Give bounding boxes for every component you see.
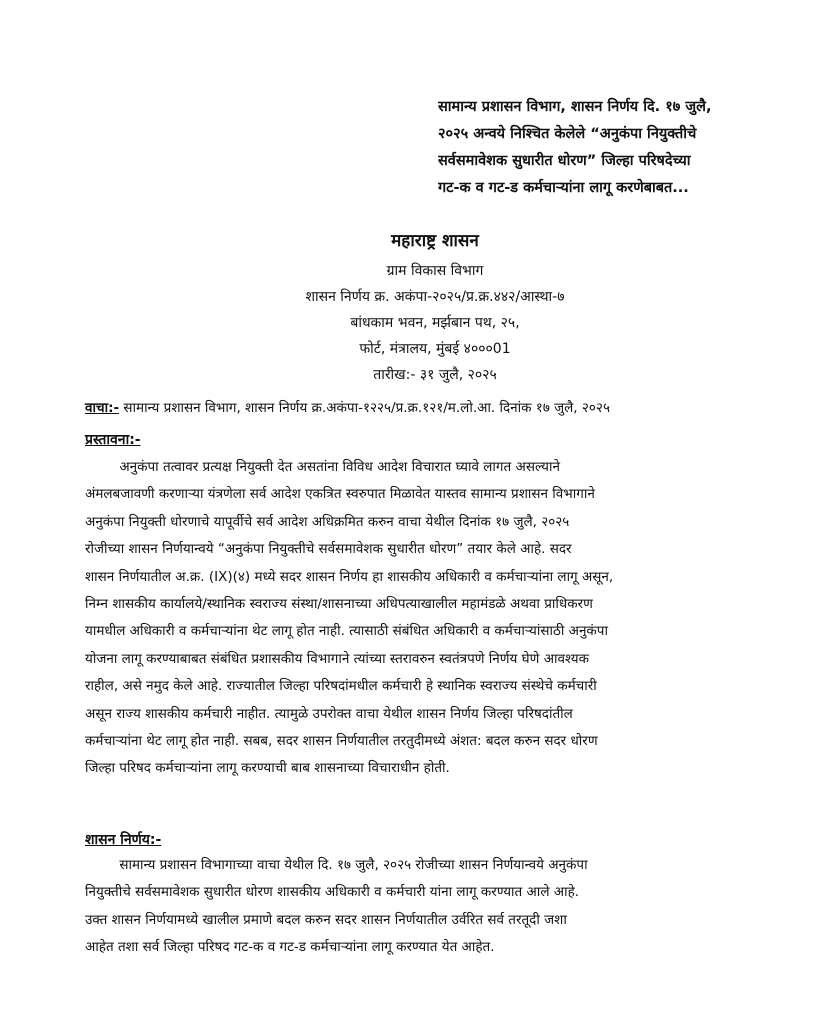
subject-block [438,94,798,202]
paragraph-line: जिल्हा परिषद कर्मचाऱ्यांना लागू करण्याची बाब शासनाच्या विचाराधीन होती. [85,760,450,777]
reference-line [85,396,805,420]
reference-label: वाचा:- [85,400,120,416]
paragraph-line: योजना लागू करण्याबाबत संबंधित प्रशासकीय विभागाने त्यांच्या स्तरावरुन स्वतंत्रपणे निर्णय घेणे आवश्यक [85,650,589,667]
paragraph-line: सामान्य प्रशासन विभागाच्या वाचा येथील दि. १७ जुलै, २०२५ रोजीच्या शासन निर्णयान्वये अनुकंपा [85,857,588,873]
decision-paragraph [85,852,785,962]
subject-line: २०२५ अन्वये निश्चित केलेले “अनुकंपा नियुक्तीचे [438,126,697,142]
paragraph-line: अनुकंपा तत्वावर प्रत्यक्ष नियुक्ती देत असतांना विविध आदेश विचारात घ्यावे लागत असल्याने [85,459,560,475]
paragraph-line: रोजीच्या शासन निर्णयान्वये “अनुकंपा नियुक्तीचे सर्वसमावेशक सुधारीत धोरण” तयार केले आहे. सदर [85,541,572,558]
decision-heading: शासन निर्णय:- [85,832,162,848]
preamble-heading: प्रस्तावना:- [85,432,141,448]
paragraph-line: आहेत तशा सर्व जिल्हा परिषद गट-क व गट-ड कर्मचाऱ्यांना लागू करण्यात येत आहेत. [85,939,495,956]
document-date: तारीख:- ३१ जुलै, २०२५ [373,367,497,383]
paragraph-line: अंमलबजावणी करणाऱ्या यंत्रणेला सर्व आदेश एकत्रित स्वरुपात मिळावेत यास्तव सामान्य प्रशासन विभागाने [85,486,595,503]
paragraph-line: शासन निर्णयातील अ.क्र. (IX)(४) मध्ये सदर शासन निर्णय हा शासकीय अधिकारी व कर्मचाऱ्यांना लागू असून, [85,568,614,585]
paragraph-line: उक्त शासन निर्णयामध्ये खालील प्रमाणे बदल करुन सदर शासन निर्णयातील उर्वरित सर्व तरतूदी जशा [85,911,567,928]
paragraph-line: असून राज्य शासकीय कर्मचारी नाहीत. त्यामुळे उपरोक्त वाचा येथील शासन निर्णय जिल्हा परिषदांतील [85,705,573,722]
paragraph-line: अनुकंपा नियुक्ती धोरणाचे यापूर्वीचे सर्व आदेश अधिक्रमित करुन वाचा येथील दिनांक १७ जुलै, २०२५ [85,513,570,530]
paragraph-line: राहील, असे नमुद केले आहे. राज्यातील जिल्हा परिषदांमधील कर्मचारी हे स्थानिक स्वराज्य संस्थेचे कर्मचारी [85,678,597,695]
subject-line: सामान्य प्रशासन विभाग, शासन निर्णय दि. १७ जुलै, [438,99,712,115]
address-line-2: फोर्ट, मंत्रालय, मुंबई ४०००01 [359,341,511,357]
paragraph-line: नियुक्तीचे सर्वसमावेशक सुधारीत धोरण शासकीय अधिकारी व कर्मचारी यांना लागू करण्यात आले आहे. [85,884,580,901]
paragraph-line: यामधील अधिकारी व कर्मचाऱ्यांना थेट लागू होत नाही. त्यासाठी संबंधित अधिकारी व कर्मचाऱ्यांसाठी अनुकंपा [85,623,608,640]
subject-line: सर्वसमावेशक सुधारीत धोरण” जिल्हा परिषदेच्या [438,153,691,169]
paragraph-line: कर्मचाऱ्यांना थेट लागू होत नाही. सबब, सदर शासन निर्णयातील तरतुदीमध्ये अंशत: बदल करुन सदर धोरण [85,733,598,750]
gr-number: शासन निर्णय क्र. अकंपा-२०२५/प्र.क्र.४४२/आस्था-७ [305,289,565,305]
preamble-paragraph [85,454,785,783]
paragraph-line: निम्न शासकीय कार्यालये/स्थानिक स्वराज्य संस्था/शासनाच्या अधिपत्याखालील महामंडळे अथवा प्राधिकरण [85,596,593,613]
government-title: महाराष्ट्र शासन [391,231,479,251]
address-line-1: बांधकाम भवन, मर्झबान पथ, २५, [350,315,520,331]
reference-text: सामान्य प्रशासन विभाग, शासन निर्णय क्र.अकंपा-१२२५/प्र.क्र.१२१/म.लो.आ. दिनांक १७ जुलै, २०२५ [119,400,610,416]
department-name: ग्राम विकास विभाग [386,263,484,279]
subject-line: गट-क व गट-ड कर्मचाऱ्यांना लागू करणेबाबत... [438,180,689,196]
